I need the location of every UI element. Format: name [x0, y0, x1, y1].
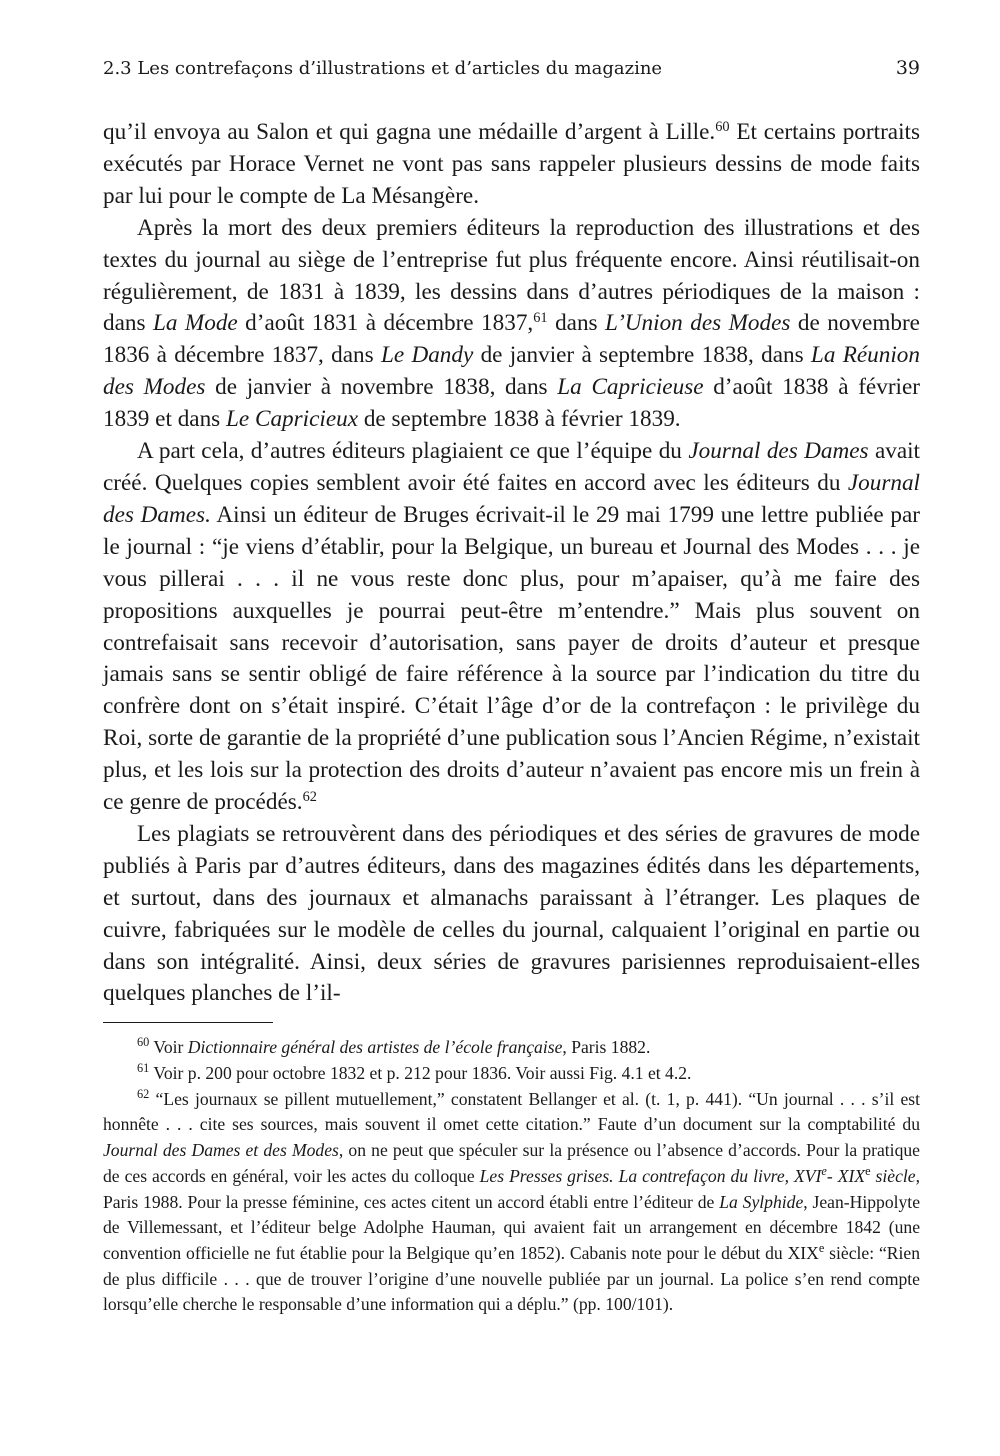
- text-run: Après la mort des deux premiers éditeurs la reproduction des illustrations et des textes du journal au siège de l’entreprise fut plus fréquente encore. Ainsi réutilisait-on régulièrement, de 1831 à 1839, les dessins dans d’autres périodiques de la maison : dans: [103, 214, 920, 337]
- superscript: 60: [715, 119, 730, 136]
- footnote-rule: [103, 1022, 273, 1023]
- paragraph: [103, 117, 920, 213]
- text-run: dans: [547, 310, 606, 337]
- text-run: , Jean-Hippolyte de Villemessant, et l’éditeur belge Adolphe Hauman, qui avaient fait un arrangement en décembre 1842 (une convention officielle ne fut établie pour la Belgique qu’en 1852). Cabanis note pour le début du XIX: [103, 1191, 921, 1263]
- superscript: 61: [533, 310, 548, 327]
- text-run: Voir p. 200 pour octobre 1832 et p. 212 pour 1836. Voir aussi Fig. 4.1 et 4.2.: [149, 1063, 692, 1084]
- text-run: d’août 1838 à février 1839 et dans: [103, 374, 920, 433]
- running-title: 2.3 Les contrefaçons d’illustrations et d’articles du magazine: [103, 58, 663, 79]
- italic-text: Journal des Dames.: [103, 469, 920, 528]
- text-run: , on ne peut que spéculer sur la présence ou l’absence d’accords. Pour la pratique de ces accords en général, voir les actes du colloque: [103, 1140, 920, 1186]
- text-run: Ainsi un éditeur de Bruges écrivait-il le 29 mai 1799 une lettre publiée par le journal : “je viens d’établir, pour la Belgique, un bureau et Journal des Modes . . . je vous pillerai . . . il ne vous reste donc plus, pour m’apaiser, qu’à me faire des propositions auxquelles je pourrai peut-être m’entendre.” Mais plus souvent on contrefaisait sans recevoir d’autorisation, sans payer de droits d’auteur et presque jamais sans se sentir obligé de faire référence à la source par l’indication du titre du confrère dont on s’était inspiré. C’était l’âge d’or de la contrefaçon : le privilège du Roi, sorte de garantie de la propriété d’une publication sous l’Ancien Régime, n’existait plus, et les lois sur la protection des droits d’auteur n’avaient pas encore mis un frein à ce genre de procédés.: [103, 501, 921, 816]
- italic-text: Journal des Dames et des Modes: [103, 1140, 339, 1161]
- text-run: avait créé. Quelques copies semblent avoir été faites en accord avec les éditeurs du: [103, 438, 921, 496]
- superscript: 62: [302, 789, 317, 806]
- text-run: de novembre 1836 à décembre 1837, dans: [103, 310, 920, 369]
- text-run: de janvier à septembre 1838, dans: [473, 342, 811, 369]
- paragraph: [103, 213, 920, 436]
- italic-text: Journal des Dames: [688, 438, 869, 465]
- text-run: qu’il envoya au Salon et qui gagna une médaille d’argent à Lille.: [103, 119, 716, 145]
- superscript: 60: [137, 1035, 150, 1050]
- italic-text: - XIX: [826, 1165, 866, 1186]
- text-run: , Paris 1882.: [562, 1037, 651, 1058]
- footnotes: [103, 1035, 920, 1318]
- italic-text: L’Union des Modes: [605, 310, 791, 337]
- text-run: de janvier à novembre 1838, dans: [205, 374, 558, 401]
- text-run: “Les journaux se pillent mutuellement,” constatent Bellanger et al. (t. 1, p. 441). “Un journal . . . s’il est honnête . . . cite ses sources, mais souvent il omet cette citation.” Faute d’un document sur la comptabilité du: [103, 1088, 920, 1135]
- text-run: de septembre 1838 à février 1839.: [358, 406, 681, 433]
- superscript: e: [821, 1164, 827, 1179]
- italic-text: Dictionnaire général des artistes de l’école française: [187, 1037, 563, 1058]
- running-head: [103, 56, 920, 81]
- italic-text: La Sylphide: [719, 1191, 804, 1212]
- text-run: d’août 1831 à décembre 1837,: [237, 310, 534, 337]
- paragraph: [103, 819, 920, 1010]
- italic-text: Les Presses grises. La contrefaçon du livre, XVI: [479, 1165, 822, 1186]
- page-number: 39: [895, 57, 920, 79]
- superscript: 62: [137, 1087, 150, 1102]
- superscript: e: [865, 1164, 871, 1179]
- body-text: [103, 117, 920, 1010]
- text-run: A part cela, d’autres éditeurs plagiaient ce que l’équipe du: [137, 438, 689, 465]
- italic-text: La Capricieuse: [557, 374, 704, 401]
- italic-text: La Réunion des Modes: [103, 342, 920, 401]
- page: [103, 56, 920, 1318]
- footnote: [103, 1087, 920, 1318]
- superscript: 61: [137, 1061, 150, 1076]
- text-run: Les plagiats se retrouvèrent dans des périodiques et des séries de gravures de mode publiés à Paris par d’autres éditeurs, dans des magazines édités dans les départements, et surtout, dans des journaux et almanachs paraissant à l’étranger. Les plaques de cuivre, fabriquées sur le modèle de celles du journal, calquaient l’original en partie ou dans son intégralité. Ainsi, deux séries de gravures parisiennes reproduisaient-elles quelques planches de l’il-: [103, 820, 920, 1007]
- text-run: , Paris 1988. Pour la presse féminine, ces actes citent un accord établi entre l’éditeur de: [103, 1165, 920, 1212]
- italic-text: La Mode: [152, 310, 238, 337]
- superscript: e: [818, 1241, 825, 1256]
- paragraph: [103, 436, 920, 819]
- italic-text: Le Dandy: [380, 342, 474, 369]
- text-run: Et certains portraits exécutés par Horace Vernet ne vont pas sans rappeler plusieurs dessins de mode faits par lui pour le compte de La Mésangère.: [103, 119, 920, 209]
- italic-text: Le Capricieux: [226, 406, 359, 433]
- text-run: siècle: “Rien de plus difficile . . . que de trouver l’origine d’une nouvelle publiée par un journal. La police s’en rend compte lorsqu’elle cherche le responsable d’une information qui a déplu.” (pp. 100/101).: [103, 1243, 920, 1315]
- italic-text: siècle: [870, 1165, 916, 1186]
- footnote: [103, 1035, 920, 1061]
- footnote: [103, 1061, 920, 1087]
- text-run: Voir: [149, 1037, 188, 1058]
